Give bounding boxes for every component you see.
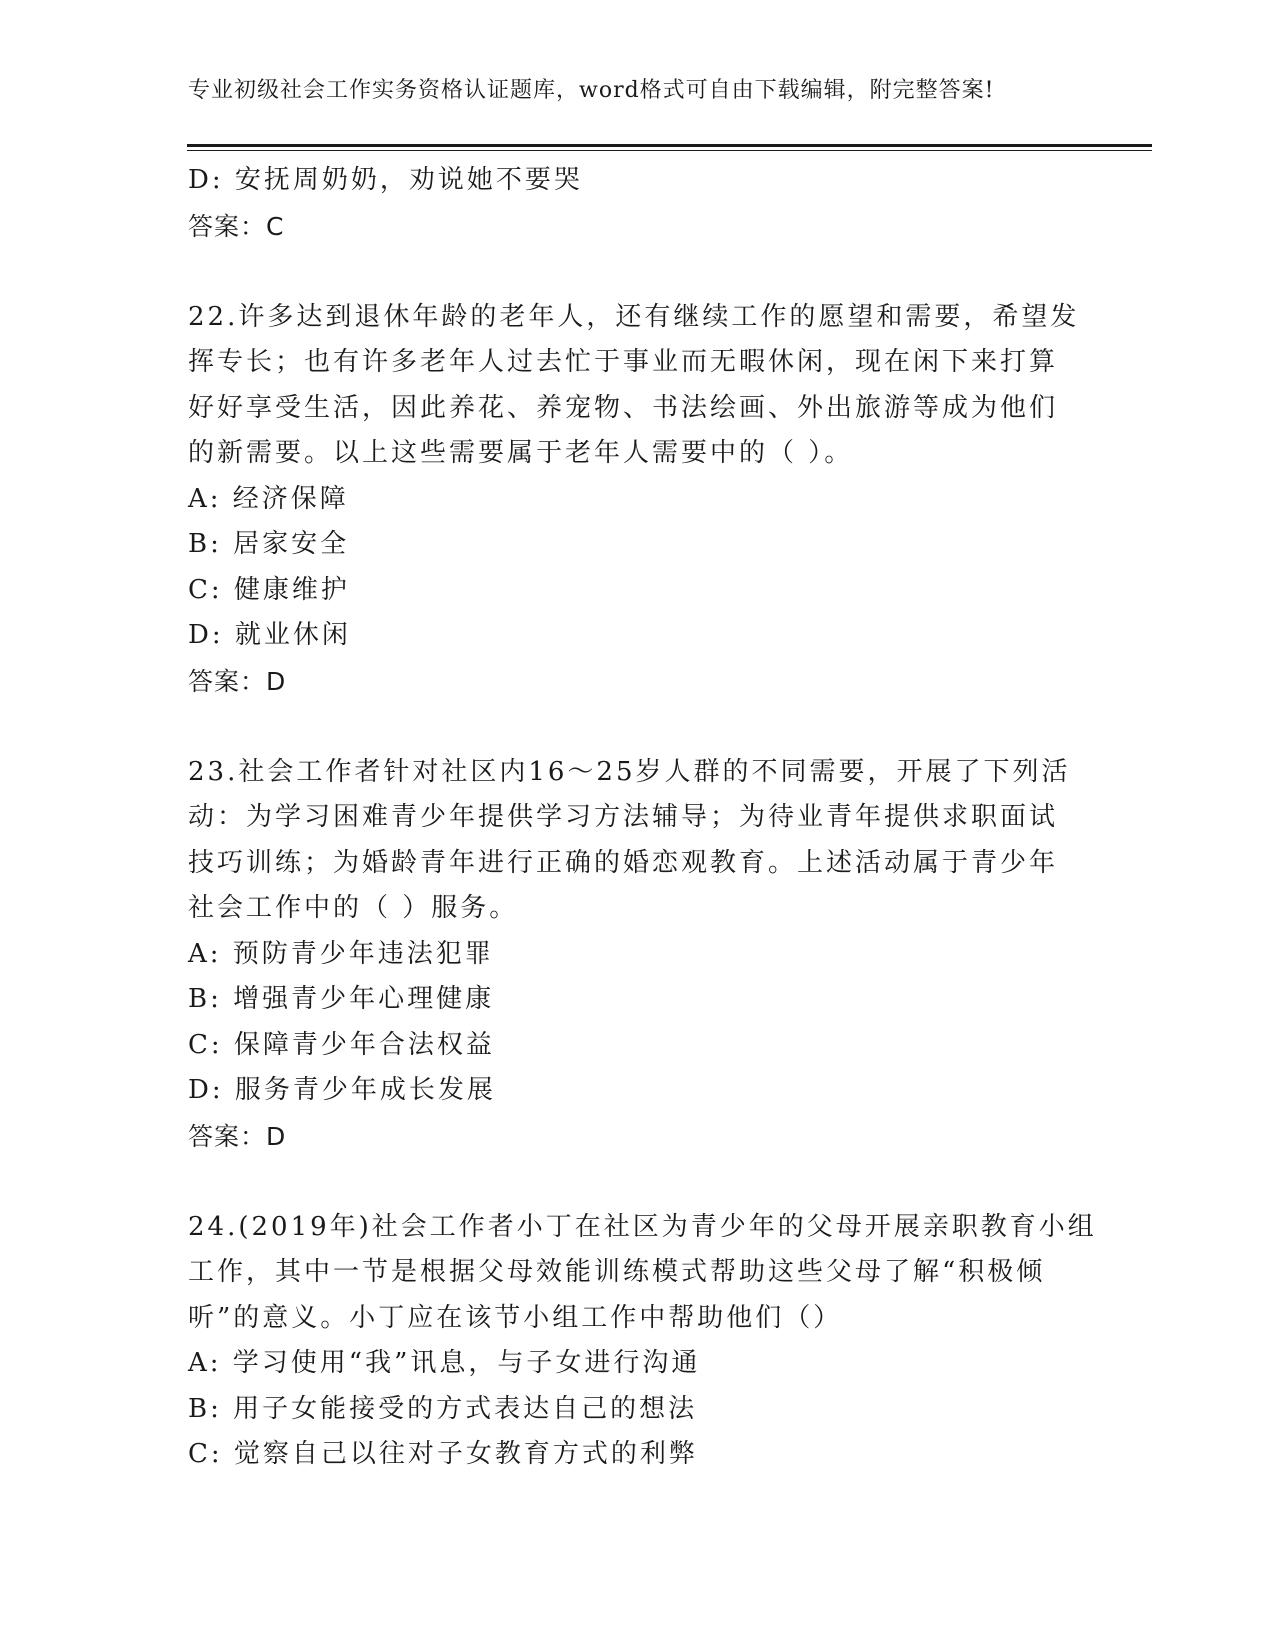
question-22 [188,295,1088,705]
option-a: A: 经济保障 [188,483,349,514]
option-c: C: 健康维护 [188,574,350,605]
spacer [188,704,1088,750]
question-stem-line: 动：为学习困难青少年提供学习方法辅导；为待业青年提供求职面试 [188,802,1059,832]
header-rule-thick [187,144,1152,147]
question-stem-line: 听”的意义。小丁应在该节小组工作中帮助他们（） [188,1302,843,1333]
answer-line: 答案：D [188,1121,287,1151]
page-header: 专业初级社会工作实务资格认证题库，word格式可自由下载编辑，附完整答案! [188,78,995,103]
option-d: D: 就业休闲 [188,620,351,650]
document-body [188,158,1097,1478]
question-stem-line: 工作，其中一节是根据父母效能训练模式帮助这些父母了解“积极倾 [188,1257,1046,1287]
question-stem-line: 22.许多达到退休年龄的老年人，还有继续工作的愿望和需要，希望发 [188,301,1080,332]
answer-line: 答案：D [188,666,287,696]
option-d: D: 服务青少年成长发展 [188,1075,496,1105]
spacer [188,1159,1088,1205]
question-stem-line: 23.社会工作者针对社区内16～25岁人群的不同需要，开展了下列活 [188,756,1071,787]
option-b: B: 增强青少年心理健康 [188,984,495,1014]
question-stem-line: 技巧训练；为婚龄青年进行正确的婚恋观教育。上述活动属于青少年 [188,847,1059,878]
question-24 [188,1205,1097,1478]
question-stem-line: 挥专长；也有许多老年人过去忙于事业而无暇休闲，现在闲下来打算 [188,347,1059,377]
option-c: C: 保障青少年合法权益 [188,1029,495,1060]
question-stem-line: 好好享受生活，因此养花、养宠物、书法绘画、外出旅游等成为他们 [188,392,1059,423]
option-d: D: 安抚周奶奶，劝说她不要哭 [188,165,583,195]
spacer [188,249,1088,295]
header-rule-thin [187,150,1152,151]
question-stem-line: 的新需要。以上这些需要属于老年人需要中的（ ）。 [188,438,854,468]
option-c: C: 觉察自己以往对子女教育方式的利弊 [188,1439,698,1469]
option-b: B: 用子女能接受的方式表达自己的想法 [188,1393,698,1424]
option-a: A: 学习使用“我”讯息，与子女进行沟通 [188,1348,701,1378]
question-stem-line: 24.(2019年)社会工作者小丁在社区为青少年的父母开展亲职教育小组 [188,1211,1097,1242]
question-23 [188,750,1088,1160]
answer-line: 答案：C [188,211,285,241]
question-stem-line: 社会工作中的（ ）服务。 [188,893,519,923]
option-a: A: 预防青少年违法犯罪 [188,938,494,969]
option-b: B: 居家安全 [188,529,350,559]
